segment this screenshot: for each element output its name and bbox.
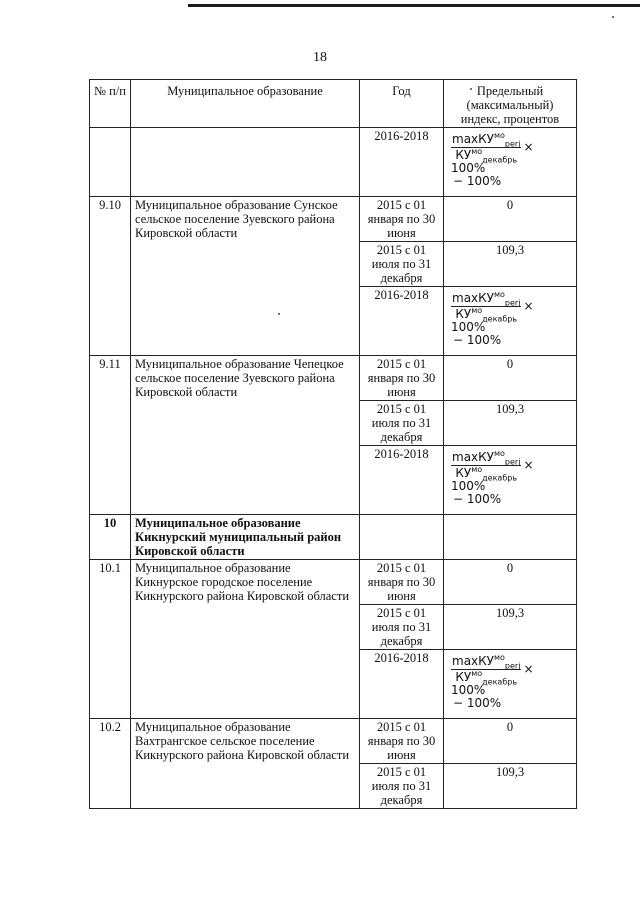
row-year: 2015 с 01 июля по 31 декабря: [360, 401, 444, 446]
formula: $\frac{\max КУ^{мо}_{perj}}{КУ^{мо}_{декабрь}}$ × 100% − 100%: [451, 449, 534, 506]
row-num: 10: [90, 515, 131, 560]
header-num: № п/п: [90, 80, 131, 128]
row-index: 0: [444, 356, 577, 401]
row-municipality: Муниципальное образование Вахтрангское сельское поселение Кикнурского района Кировской области: [131, 719, 360, 809]
row-year: [360, 515, 444, 560]
header-municipality: Муниципальное образование: [131, 80, 360, 128]
page-number: 18: [313, 50, 327, 65]
row-year: 2015 с 01 июля по 31 декабря: [360, 242, 444, 287]
scan-speck: [612, 16, 614, 18]
formula: $\frac{\max КУ^{мо}_{perj}}{КУ^{мо}_{декабрь}}$ × 100% − 100%: [451, 653, 534, 710]
row-index: 0: [444, 560, 577, 605]
table-row: [90, 197, 577, 242]
row-index: 109,3: [444, 605, 577, 650]
row-municipality: [131, 128, 360, 197]
row-year: 2015 с 01 января по 30 июня: [360, 719, 444, 764]
row-num: 9.10: [90, 197, 131, 356]
header-index: Предельный (максимальный) индекс, процентов: [444, 80, 577, 128]
row-index-formula: [444, 128, 577, 197]
row-municipality: Муниципальное образование Сунское сельское поселение Зуевского района Кировской области: [131, 197, 360, 356]
row-index: [444, 515, 577, 560]
row-num: 10.1: [90, 560, 131, 719]
table-row: [90, 560, 577, 605]
row-index: 109,3: [444, 401, 577, 446]
formula: $\frac{\max КУ^{мо}_{perj}}{КУ^{мо}_{декабрь}}$ × 100% − 100%: [451, 131, 534, 188]
header-year: Год: [360, 80, 444, 128]
row-num: 9.11: [90, 356, 131, 515]
row-index-formula: [444, 287, 577, 356]
row-year: 2015 с 01 июля по 31 декабря: [360, 605, 444, 650]
row-year: 2016-2018: [360, 650, 444, 719]
row-index: 109,3: [444, 242, 577, 287]
row-municipality: Муниципальное образование Кикнурское городское поселение Кикнурского района Кировской области: [131, 560, 360, 719]
row-year: 2016-2018: [360, 446, 444, 515]
formula: $\frac{\max КУ^{мо}_{perj}}{КУ^{мо}_{декабрь}}$ × 100% − 100%: [451, 290, 534, 347]
row-year: 2015 с 01 июля по 31 декабря: [360, 764, 444, 809]
top-border-line: [188, 4, 640, 7]
table-header-row: [90, 80, 577, 128]
row-municipality: Муниципальное образование Кикнурский муниципальный район Кировской области: [131, 515, 360, 560]
row-year: 2015 с 01 января по 30 июня: [360, 560, 444, 605]
row-index: 0: [444, 719, 577, 764]
row-year: 2015 с 01 января по 30 июня: [360, 197, 444, 242]
table-row-section: [90, 515, 577, 560]
row-index-formula: [444, 650, 577, 719]
row-year: 2016-2018: [360, 128, 444, 197]
row-index: 109,3: [444, 764, 577, 809]
row-index-formula: [444, 446, 577, 515]
table-row: [90, 356, 577, 401]
table-row: [90, 128, 577, 197]
row-year: 2015 с 01 января по 30 июня: [360, 356, 444, 401]
index-table: [89, 79, 577, 809]
row-index: 0: [444, 197, 577, 242]
row-year: 2016-2018: [360, 287, 444, 356]
row-num: 10.2: [90, 719, 131, 809]
row-municipality: Муниципальное образование Чепецкое сельское поселение Зуевского района Кировской области: [131, 356, 360, 515]
row-num: [90, 128, 131, 197]
table-row: [90, 719, 577, 764]
